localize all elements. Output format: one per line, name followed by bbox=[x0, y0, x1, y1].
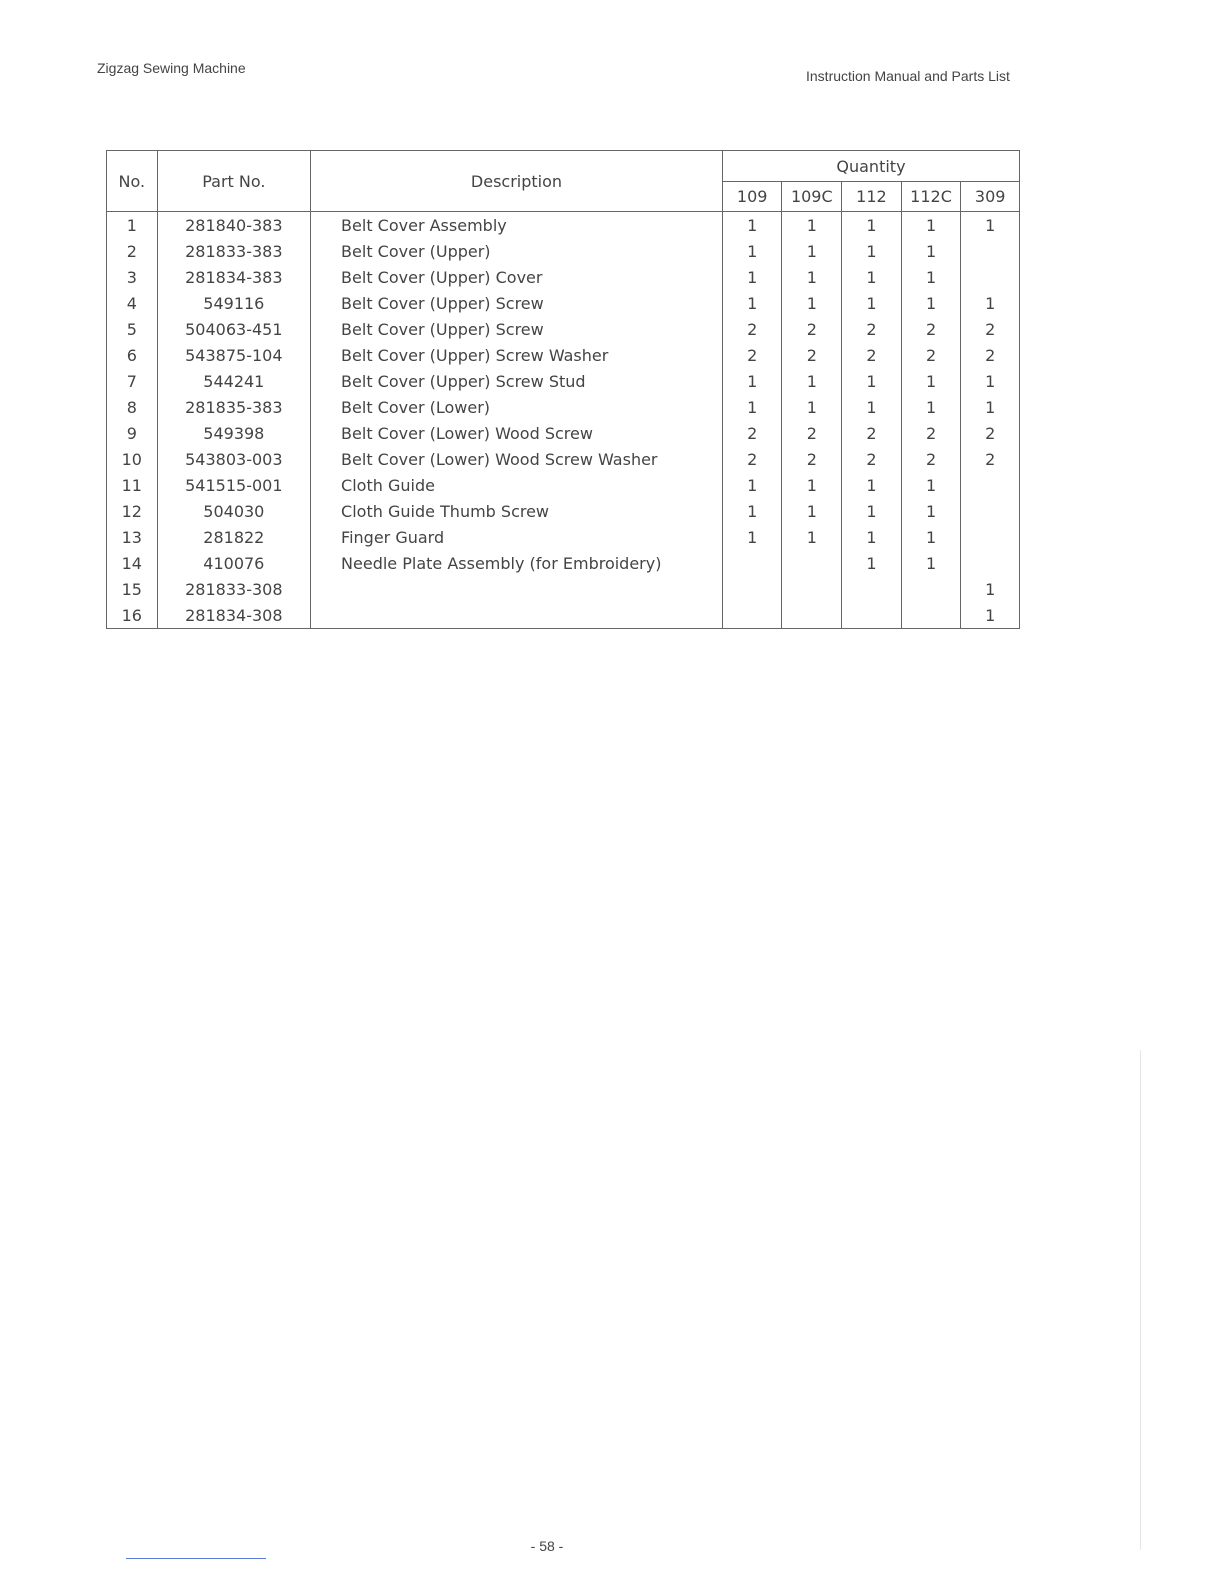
column-header-part-no: Part No. bbox=[157, 151, 310, 212]
quantity-cell: 1 bbox=[722, 394, 782, 420]
quantity-cell: 1 bbox=[901, 550, 961, 576]
quantity-cell: 1 bbox=[961, 212, 1020, 239]
table-row bbox=[107, 316, 1020, 342]
row-number: 1 bbox=[107, 212, 158, 239]
quantity-cell: 2 bbox=[782, 446, 842, 472]
row-number: 7 bbox=[107, 368, 158, 394]
header-left-title: Zigzag Sewing Machine bbox=[97, 60, 246, 76]
scan-edge-line bbox=[1140, 1050, 1141, 1550]
table-row bbox=[107, 368, 1020, 394]
column-header-model: 112 bbox=[842, 182, 902, 212]
quantity-cell: 1 bbox=[722, 290, 782, 316]
footer-rule bbox=[126, 1558, 266, 1559]
row-number: 13 bbox=[107, 524, 158, 550]
quantity-cell: 2 bbox=[842, 446, 902, 472]
quantity-cell: 1 bbox=[842, 264, 902, 290]
quantity-cell: 1 bbox=[901, 472, 961, 498]
table-row bbox=[107, 264, 1020, 290]
quantity-cell: 1 bbox=[782, 238, 842, 264]
quantity-cell bbox=[782, 550, 842, 576]
table-row bbox=[107, 394, 1020, 420]
quantity-cell: 1 bbox=[842, 498, 902, 524]
quantity-cell: 1 bbox=[901, 498, 961, 524]
column-header-model: 109 bbox=[722, 182, 782, 212]
part-number: 281834-308 bbox=[157, 602, 310, 629]
row-number: 16 bbox=[107, 602, 158, 629]
quantity-cell bbox=[961, 238, 1020, 264]
part-description: Belt Cover (Upper) bbox=[311, 238, 723, 264]
part-number: 281834-383 bbox=[157, 264, 310, 290]
parts-table-body bbox=[107, 212, 1020, 629]
table-row bbox=[107, 420, 1020, 446]
row-number: 4 bbox=[107, 290, 158, 316]
quantity-cell: 1 bbox=[842, 238, 902, 264]
part-description: Belt Cover (Upper) Screw bbox=[311, 316, 723, 342]
column-header-description: Description bbox=[311, 151, 723, 212]
row-number: 11 bbox=[107, 472, 158, 498]
part-number: 544241 bbox=[157, 368, 310, 394]
column-header-model: 309 bbox=[961, 182, 1020, 212]
part-description: Belt Cover (Lower) Wood Screw Washer bbox=[311, 446, 723, 472]
part-description: Belt Cover (Upper) Screw Stud bbox=[311, 368, 723, 394]
quantity-cell: 1 bbox=[722, 238, 782, 264]
quantity-cell: 2 bbox=[782, 316, 842, 342]
table-row bbox=[107, 576, 1020, 602]
part-number: 549116 bbox=[157, 290, 310, 316]
part-description: Belt Cover Assembly bbox=[311, 212, 723, 239]
part-number: 543803-003 bbox=[157, 446, 310, 472]
table-row bbox=[107, 290, 1020, 316]
quantity-cell bbox=[961, 264, 1020, 290]
quantity-cell bbox=[961, 524, 1020, 550]
part-number: 543875-104 bbox=[157, 342, 310, 368]
quantity-cell: 1 bbox=[842, 472, 902, 498]
quantity-cell: 2 bbox=[842, 316, 902, 342]
quantity-cell: 1 bbox=[961, 602, 1020, 629]
quantity-cell bbox=[842, 576, 902, 602]
row-number: 3 bbox=[107, 264, 158, 290]
quantity-cell: 1 bbox=[901, 238, 961, 264]
quantity-cell: 2 bbox=[901, 342, 961, 368]
quantity-cell: 1 bbox=[782, 368, 842, 394]
page-number: - 58 - bbox=[530, 1538, 564, 1554]
quantity-cell bbox=[961, 550, 1020, 576]
table-row bbox=[107, 342, 1020, 368]
part-description: Belt Cover (Lower) Wood Screw bbox=[311, 420, 723, 446]
quantity-cell: 1 bbox=[722, 472, 782, 498]
quantity-cell: 1 bbox=[901, 212, 961, 239]
quantity-cell: 1 bbox=[842, 290, 902, 316]
row-number: 6 bbox=[107, 342, 158, 368]
part-number: 281833-383 bbox=[157, 238, 310, 264]
part-number: 281835-383 bbox=[157, 394, 310, 420]
part-description: Cloth Guide Thumb Screw bbox=[311, 498, 723, 524]
table-row bbox=[107, 472, 1020, 498]
quantity-cell: 1 bbox=[782, 524, 842, 550]
quantity-cell: 2 bbox=[722, 446, 782, 472]
quantity-cell: 2 bbox=[782, 420, 842, 446]
quantity-cell: 1 bbox=[961, 576, 1020, 602]
row-number: 8 bbox=[107, 394, 158, 420]
table-row bbox=[107, 446, 1020, 472]
quantity-cell: 2 bbox=[722, 342, 782, 368]
quantity-cell: 1 bbox=[901, 524, 961, 550]
quantity-cell bbox=[842, 602, 902, 629]
column-header-model: 112C bbox=[901, 182, 961, 212]
part-number: 281833-308 bbox=[157, 576, 310, 602]
row-number: 14 bbox=[107, 550, 158, 576]
quantity-cell bbox=[782, 602, 842, 629]
table-row bbox=[107, 602, 1020, 629]
quantity-cell: 1 bbox=[782, 264, 842, 290]
row-number: 12 bbox=[107, 498, 158, 524]
part-description bbox=[311, 576, 723, 602]
table-row bbox=[107, 212, 1020, 239]
quantity-cell bbox=[901, 602, 961, 629]
quantity-cell: 2 bbox=[842, 420, 902, 446]
part-number: 410076 bbox=[157, 550, 310, 576]
quantity-cell: 1 bbox=[782, 212, 842, 239]
part-description: Cloth Guide bbox=[311, 472, 723, 498]
part-number: 549398 bbox=[157, 420, 310, 446]
row-number: 15 bbox=[107, 576, 158, 602]
part-description: Belt Cover (Upper) Cover bbox=[311, 264, 723, 290]
table-row bbox=[107, 238, 1020, 264]
column-header-no: No. bbox=[107, 151, 158, 212]
quantity-cell: 2 bbox=[901, 316, 961, 342]
part-number: 504063-451 bbox=[157, 316, 310, 342]
part-description bbox=[311, 602, 723, 629]
part-description: Belt Cover (Lower) bbox=[311, 394, 723, 420]
quantity-cell: 1 bbox=[842, 368, 902, 394]
quantity-cell: 2 bbox=[901, 446, 961, 472]
part-description: Belt Cover (Upper) Screw Washer bbox=[311, 342, 723, 368]
part-number: 504030 bbox=[157, 498, 310, 524]
quantity-cell: 2 bbox=[961, 316, 1020, 342]
part-number: 281840-383 bbox=[157, 212, 310, 239]
quantity-cell: 1 bbox=[842, 212, 902, 239]
quantity-cell: 1 bbox=[782, 394, 842, 420]
row-number: 5 bbox=[107, 316, 158, 342]
quantity-cell bbox=[961, 498, 1020, 524]
quantity-cell: 2 bbox=[901, 420, 961, 446]
table-row bbox=[107, 550, 1020, 576]
quantity-cell: 1 bbox=[901, 264, 961, 290]
quantity-cell: 2 bbox=[722, 420, 782, 446]
quantity-cell: 1 bbox=[782, 498, 842, 524]
quantity-cell: 1 bbox=[782, 290, 842, 316]
quantity-cell: 2 bbox=[961, 342, 1020, 368]
quantity-cell: 1 bbox=[842, 524, 902, 550]
quantity-cell: 2 bbox=[782, 342, 842, 368]
part-description: Finger Guard bbox=[311, 524, 723, 550]
quantity-cell: 1 bbox=[782, 472, 842, 498]
quantity-cell: 1 bbox=[842, 550, 902, 576]
column-header-model: 109C bbox=[782, 182, 842, 212]
quantity-cell: 2 bbox=[722, 316, 782, 342]
quantity-cell: 1 bbox=[961, 394, 1020, 420]
parts-table bbox=[106, 150, 1020, 629]
quantity-cell: 2 bbox=[842, 342, 902, 368]
header-right-title: Instruction Manual and Parts List bbox=[806, 68, 1010, 84]
quantity-cell: 1 bbox=[722, 368, 782, 394]
quantity-cell bbox=[782, 576, 842, 602]
column-header-quantity: Quantity bbox=[722, 151, 1019, 182]
row-number: 10 bbox=[107, 446, 158, 472]
quantity-cell: 1 bbox=[901, 394, 961, 420]
quantity-cell: 1 bbox=[722, 212, 782, 239]
quantity-cell: 1 bbox=[961, 290, 1020, 316]
part-number: 281822 bbox=[157, 524, 310, 550]
part-description: Needle Plate Assembly (for Embroidery) bbox=[311, 550, 723, 576]
quantity-cell: 1 bbox=[722, 498, 782, 524]
quantity-cell: 1 bbox=[842, 394, 902, 420]
quantity-cell: 1 bbox=[901, 290, 961, 316]
table-row bbox=[107, 498, 1020, 524]
table-row bbox=[107, 524, 1020, 550]
row-number: 9 bbox=[107, 420, 158, 446]
quantity-cell: 2 bbox=[961, 446, 1020, 472]
row-number: 2 bbox=[107, 238, 158, 264]
quantity-cell: 2 bbox=[961, 420, 1020, 446]
quantity-cell: 1 bbox=[961, 368, 1020, 394]
quantity-cell: 1 bbox=[722, 264, 782, 290]
quantity-cell: 1 bbox=[722, 524, 782, 550]
part-number: 541515-001 bbox=[157, 472, 310, 498]
quantity-cell bbox=[961, 472, 1020, 498]
quantity-cell bbox=[722, 576, 782, 602]
part-description: Belt Cover (Upper) Screw bbox=[311, 290, 723, 316]
quantity-cell bbox=[722, 602, 782, 629]
quantity-cell bbox=[901, 576, 961, 602]
quantity-cell bbox=[722, 550, 782, 576]
quantity-cell: 1 bbox=[901, 368, 961, 394]
